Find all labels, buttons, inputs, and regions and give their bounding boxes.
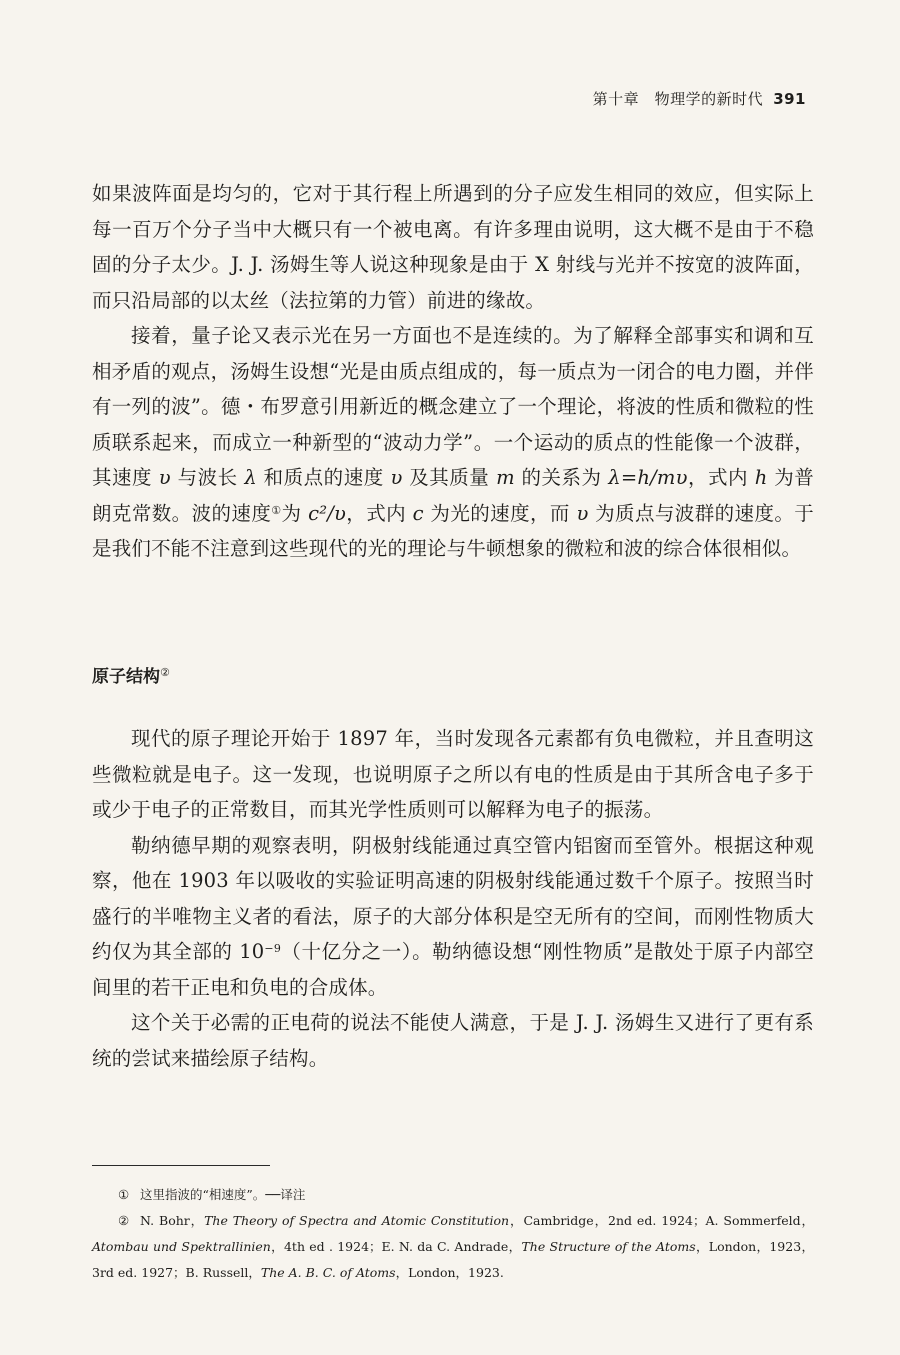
paragraph-4 (92, 828, 814, 1006)
paragraph-1: 如果波阵面是均匀的，它对于其行程上所遇到的分子应发生相同的效应，但实际上每一百万个分子当中大概只有一个被电离。有许多理由说明，这大概不是由于不稳固的分子太少。J. J. 汤姆生等人说这种现象是由于 X 射线与光并不按宽的波阵面，而只沿局部的以太丝（法拉第的力管）前进的缘故。 (92, 182, 814, 312)
paragraph-2-text: 为普朗克常数。波的速度 (92, 466, 814, 525)
paragraph-2-text: 为光的速度，而 (423, 501, 577, 525)
section-heading-text: 原子结构 (92, 667, 160, 687)
math-mass-symbol: m (496, 466, 515, 489)
footnote-divider (92, 1165, 270, 1166)
footnote-2-text: ，London，1923. (395, 1265, 504, 1280)
footnotes (92, 1182, 814, 1286)
footnote-2-text: ，4th ed . 1924；E. N. da C. Andrade， (270, 1239, 522, 1254)
paragraph-2-text: 为 (281, 501, 309, 525)
body-text-upper (92, 176, 814, 567)
paragraph-5: 这个关于必需的正电荷的说法不能使人满意，于是 J. J. 汤姆生又进行了更有系统的尝试来描绘原子结构。 (92, 1011, 814, 1070)
paragraph-4-text: 勒纳德早期的观察表明，阴极射线能通过真空管内铝窗而至管外。根据这种观察，他在 1903 年以吸收的实验证明高速的阴极射线能通过数千个原子。按照当时盛行的半唯物主义者的看法，原子的大部分体积是空无所有的空间，而刚性物质大约仅为其全部的 10 (92, 833, 814, 963)
footnote-1 (92, 1182, 814, 1208)
running-header (440, 88, 806, 109)
footnote-1-mark: ① (118, 1187, 130, 1202)
footnote-2-text: ，Cambridge，2nd ed. 1924；A. Sommerfeld， (509, 1213, 815, 1228)
math-velocity-symbol: υ (390, 466, 403, 489)
math-wavelength-symbol: λ (244, 466, 257, 489)
footnote-1-text: 这里指波的“相速度”。──译注 (140, 1187, 306, 1202)
math-phase-velocity: c²/υ (308, 501, 347, 525)
book-title: The A. B. C. of Atoms (260, 1265, 396, 1280)
math-velocity-symbol: υ (158, 466, 171, 489)
paragraph-2-text: 与波长 (170, 466, 245, 489)
math-velocity-symbol: υ (576, 501, 589, 525)
paragraph-2 (92, 318, 814, 567)
paragraph-2-text: 和质点的速度 (256, 466, 391, 489)
footnote-2-mark: ② (118, 1213, 130, 1228)
math-light-speed-symbol: c (412, 501, 424, 525)
chapter-title: 第十章 物理学的新时代 (592, 90, 764, 108)
footnote-2-text: N. Bohr， (140, 1213, 205, 1228)
book-title: Atombau und Spektrallinien (92, 1239, 271, 1254)
footnote-ref-1[interactable]: ① (271, 503, 282, 517)
paragraph-2-text: 接着，量子论又表示光在另一方面也不是连续的。为了解释全部事实和调和互相矛盾的观点，汤姆生设想“光是由质点组成的，每一质点为一闭合的电力圈，并伴有一列的波”。德・布罗意引用新近的概念建立了一个理论，将波的性质和微粒的性质联系起来，而成立一种新型的“波动力学”。一个运动的质点的性能像一个波群，其速度 (92, 324, 814, 489)
paragraph-2-text: ，式内 (687, 466, 755, 489)
footnote-2 (92, 1208, 814, 1286)
footnote-2-text: ，London，1923，3rd ed. 1927；B. Russell， (92, 1239, 814, 1280)
body-text-lower (92, 721, 814, 1076)
paragraph-2-text: ，式内 (346, 501, 413, 525)
paragraph-2-text: 为质点与波群的速度。于是我们不能不注意到这些现代的光的理论与牛顿想象的微粒和波的综合体很相似。 (92, 501, 814, 560)
math-planck-symbol: h (754, 466, 768, 489)
book-title: The Structure of the Atoms (521, 1239, 696, 1254)
page-number: 391 (773, 90, 806, 108)
book-title: The Theory of Spectra and Atomic Constitution (204, 1213, 510, 1228)
paragraph-4-text: （十亿分之一）。勒纳德设想“刚性物质”是散处于原子内部空间里的若干正电和负电的合成体。 (92, 940, 814, 999)
paragraph-3: 现代的原子理论开始于 1897 年，当时发现各元素都有负电微粒，并且查明这些微粒就是电子。这一发现，也说明原子之所以有电的性质是由于其所含电子多于或少于电子的正常数目，而其光学性质则可以解释为电子的振荡。 (92, 727, 814, 821)
footnote-ref-2[interactable]: ② (160, 666, 170, 679)
exponent: −9 (264, 942, 282, 955)
math-de-broglie-formula: λ=h/mυ (608, 466, 688, 489)
paragraph-2-text: 的关系为 (514, 466, 609, 489)
section-heading (92, 662, 170, 687)
paragraph-2-text: 及其质量 (402, 466, 497, 489)
